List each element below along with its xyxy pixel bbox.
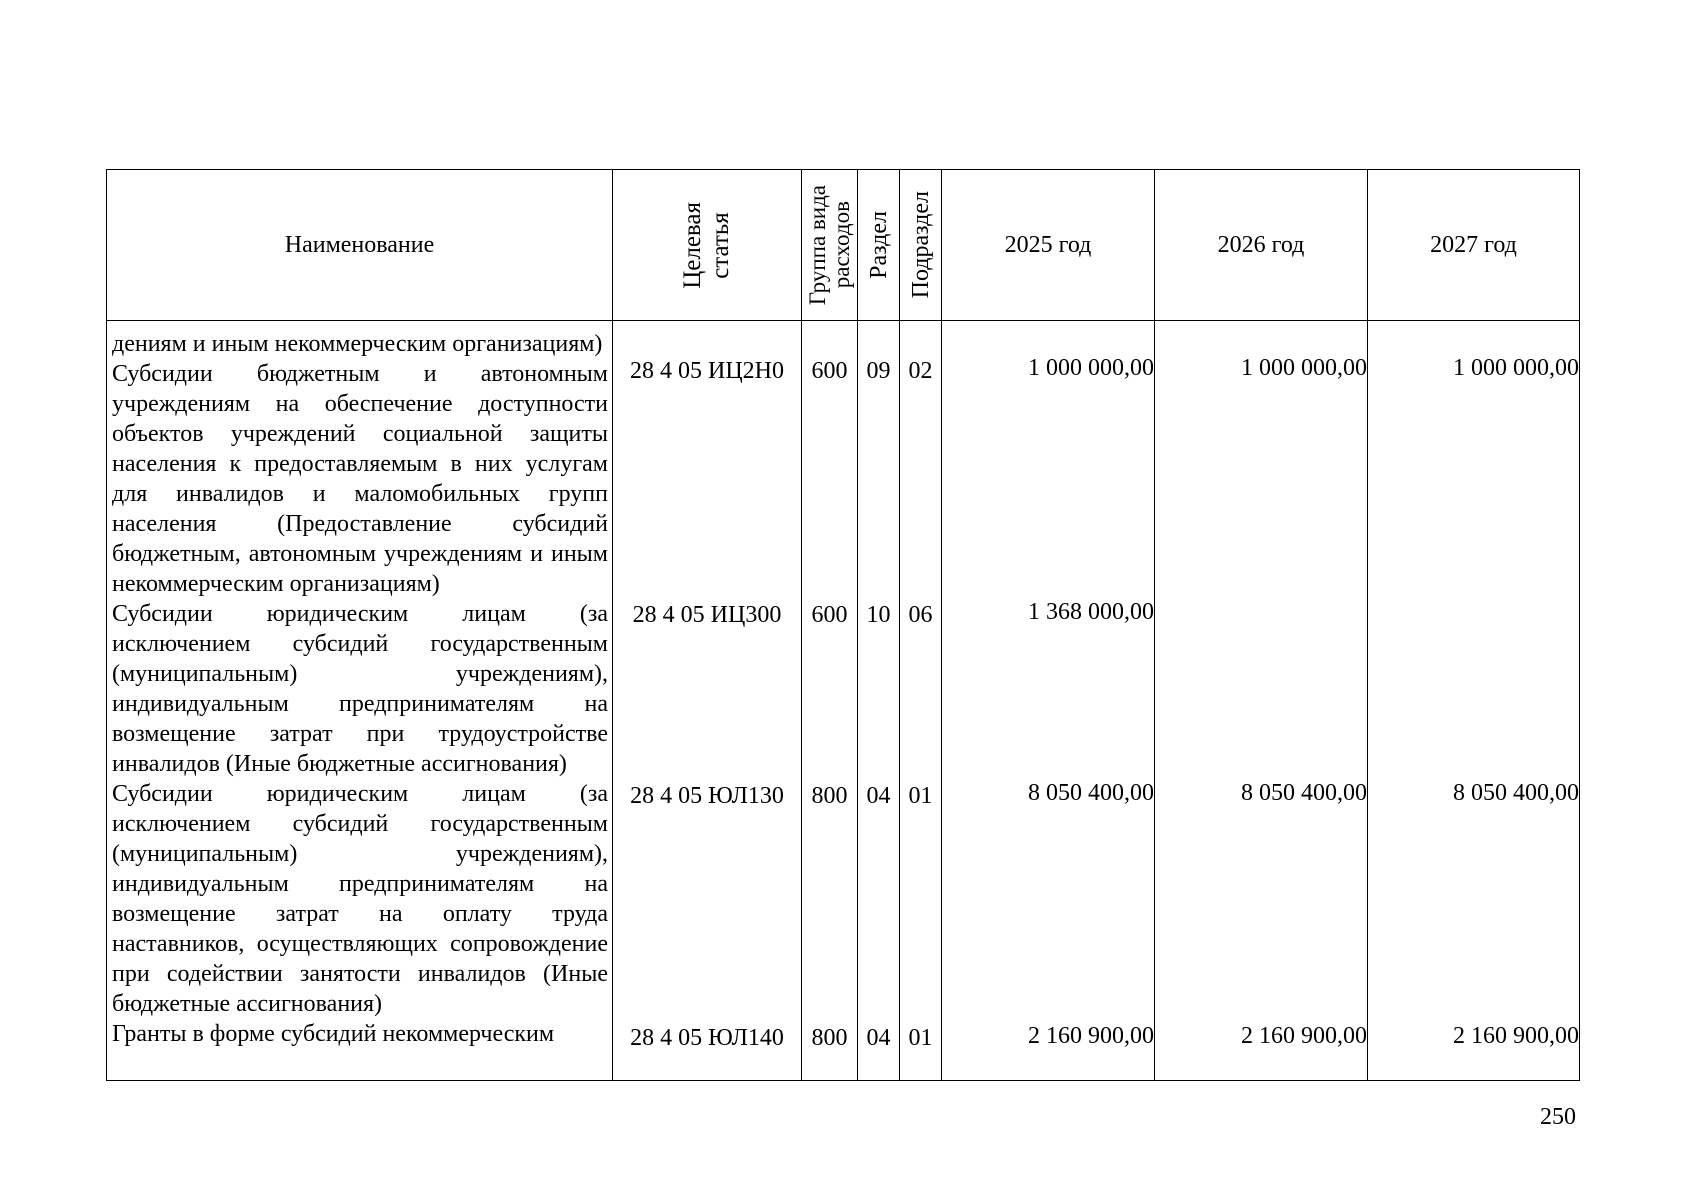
header-2025: 2025 год [942, 170, 1155, 321]
amount-2025: 2 160 900,00 [1028, 1023, 1154, 1049]
amount-2026-cell [1155, 321, 1368, 1081]
target-code: 28 4 05 ИЦ300 [632, 602, 782, 628]
amount-2025-cell [942, 321, 1155, 1081]
header-subsection-label: Подраздел [907, 191, 934, 299]
amount-2027: 1 000 000,00 [1453, 355, 1579, 381]
amount-2026: 2 160 900,00 [1241, 1023, 1367, 1049]
subsection-code: 01 [908, 1025, 933, 1051]
header-section-label: Раздел [865, 211, 892, 279]
subsection-cell [900, 321, 942, 1081]
header-subsection [900, 170, 942, 321]
header-group-label: Группа вида расходов [804, 184, 854, 306]
target-code: 28 4 05 ЮЛ140 [630, 1025, 784, 1051]
header-target [613, 170, 802, 321]
section-cell [858, 321, 900, 1081]
subsection-code: 01 [908, 783, 933, 809]
name-segment-2: Субсидии бюджетным и автономным учреждениям на обеспечение доступности объектов учреждений социальной защиты населения к предоставляемым в них услугам для инвалидов и маломобильных групп населения (Предоставление субсидий бюджетным, автономным учреждениям и иным некоммерческим организациям) [112, 361, 608, 597]
amount-2025: 8 050 400,00 [1028, 780, 1154, 806]
section-code: 10 [866, 602, 891, 628]
group-code: 600 [811, 358, 848, 384]
section-code: 04 [866, 783, 891, 809]
subsection-code: 02 [908, 358, 933, 384]
group-code: 800 [811, 783, 848, 809]
page-number: 250 [1540, 1104, 1576, 1130]
target-cell [613, 321, 802, 1081]
name-segment-3: Субсидии юридическим лицам (за исключением субсидий государственным (муниципальным) учреждениям), индивидуальным предпринимателям на возмещение затрат при трудоустройстве инвалидов (Иные бюджетные ассигнования) [112, 601, 608, 777]
group-cell [802, 321, 858, 1081]
name-cell [107, 321, 613, 1081]
name-segment-4: Субсидии юридическим лицам (за исключением субсидий государственным (муниципальным) учреждениям), индивидуальным предпринимателям на возмещение затрат на оплату труда наставников, осуществляющих сопровождение при содействии занятости инвалидов (Иные бюджетные ассигнования) [112, 781, 608, 1017]
section-code: 09 [866, 358, 891, 384]
header-2026: 2026 год [1155, 170, 1368, 321]
table-body-row [107, 321, 1580, 1081]
group-code: 800 [811, 1025, 848, 1051]
section-code: 04 [866, 1025, 891, 1051]
header-row [107, 170, 1580, 321]
subsection-code: 06 [908, 602, 933, 628]
amount-2027: 8 050 400,00 [1453, 780, 1579, 806]
amount-2025: 1 000 000,00 [1028, 355, 1154, 381]
header-group [802, 170, 858, 321]
group-code: 600 [811, 602, 848, 628]
budget-table [106, 169, 1580, 1081]
header-2027: 2027 год [1368, 170, 1580, 321]
name-segment-1: дениям и иным некоммерческим организациям) [112, 331, 603, 357]
target-code: 28 4 05 ИЦ2Н0 [630, 358, 784, 384]
target-code: 28 4 05 ЮЛ130 [630, 783, 784, 809]
amount-2027: 2 160 900,00 [1453, 1023, 1579, 1049]
header-section [858, 170, 900, 321]
header-target-label: Целевая статья [679, 201, 734, 289]
amount-2026: 1 000 000,00 [1241, 355, 1367, 381]
header-name: Наименование [107, 170, 613, 321]
amount-2027-cell [1368, 321, 1580, 1081]
amount-2025: 1 368 000,00 [1028, 599, 1154, 625]
name-segment-5: Гранты в форме субсидий некоммерческим [112, 1021, 555, 1047]
amount-2026: 8 050 400,00 [1241, 780, 1367, 806]
